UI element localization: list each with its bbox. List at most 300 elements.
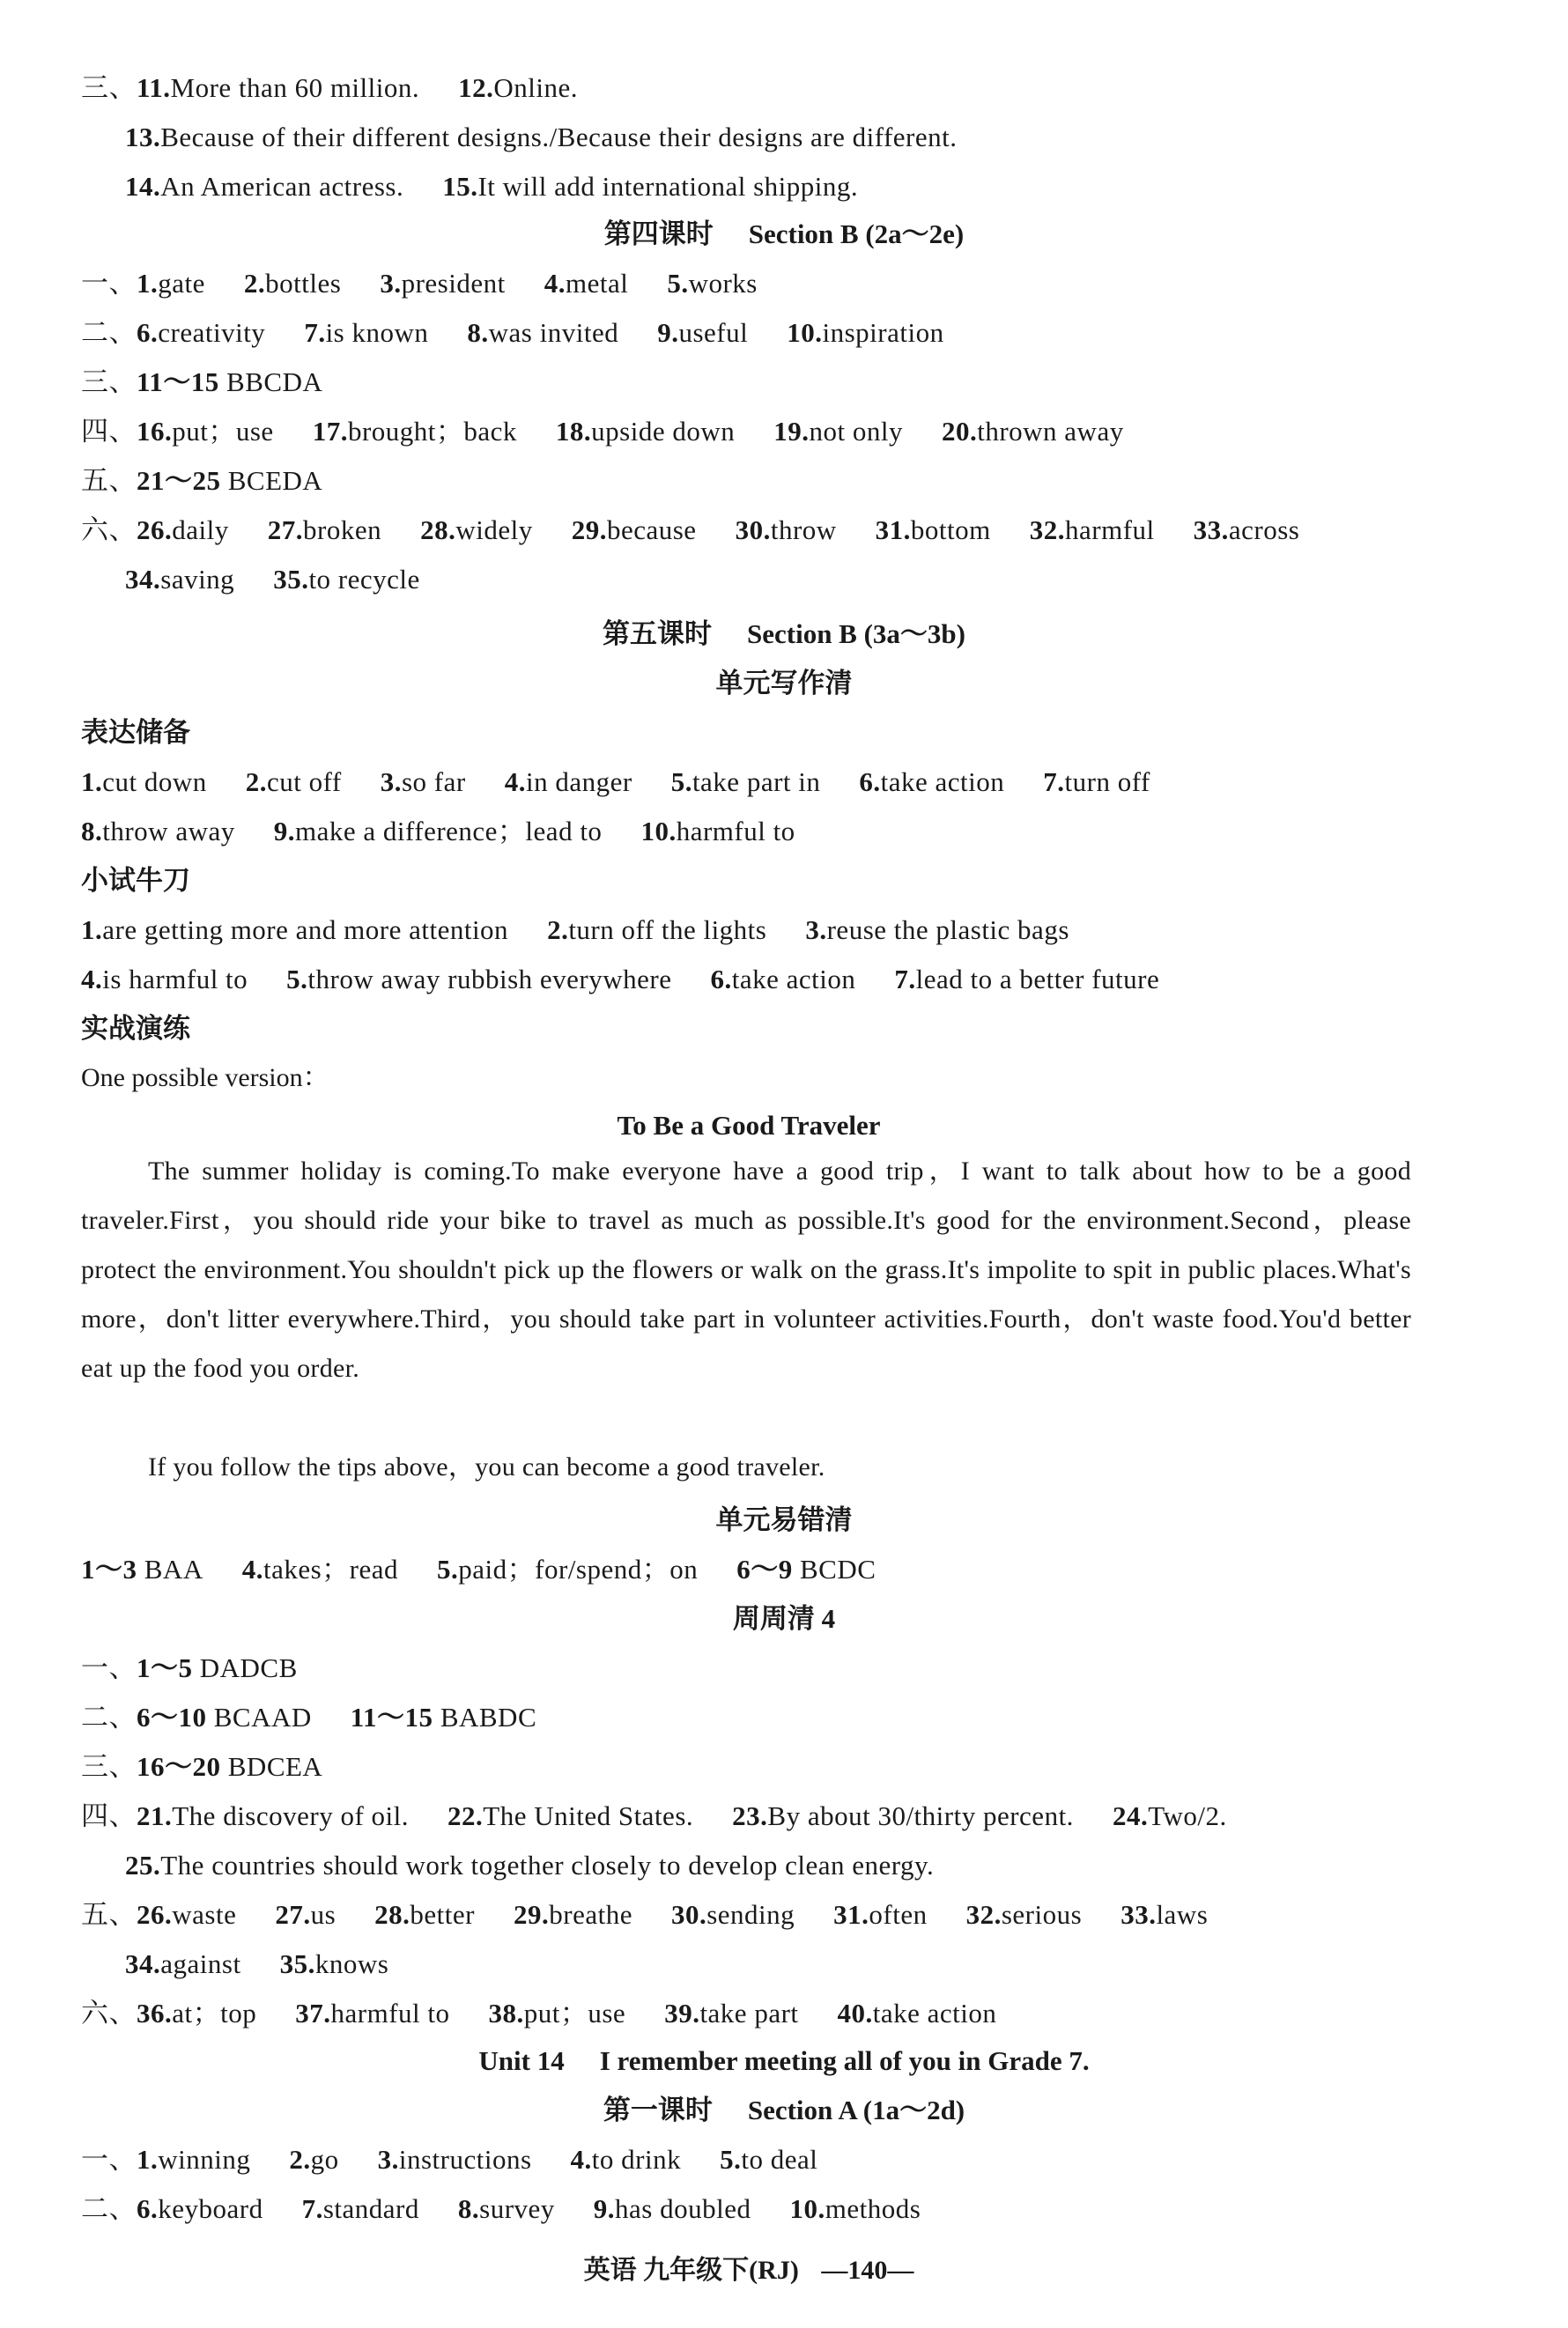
answer-item (894, 964, 1159, 994)
answer-row (81, 2142, 1508, 2177)
answer-text: cut off (267, 766, 342, 797)
answer-number: 4. (570, 2144, 592, 2175)
answer-number: 2. (243, 268, 266, 299)
answer-number: 32. (965, 1899, 1002, 1930)
answer-item (805, 914, 1069, 945)
answer-number: 26. (137, 1899, 173, 1930)
answer-number: 18. (555, 416, 592, 447)
section-prefix: 三、 (81, 1751, 137, 1782)
answer-item (942, 416, 1124, 447)
answer-number: 3. (380, 766, 402, 797)
answer-row (125, 120, 1552, 155)
answer-number: 21. (137, 1800, 173, 1831)
answer-row (81, 365, 1508, 400)
answer-item (280, 1948, 389, 1979)
answer-item (1030, 514, 1155, 545)
section-prefix: 三、 (81, 72, 137, 103)
answer-item (137, 366, 322, 397)
answer-item (787, 317, 943, 348)
answer-text: The United States. (483, 1800, 694, 1831)
answer-text: against (160, 1948, 241, 1979)
answer-number: 5. (437, 1554, 459, 1585)
answer-number: 36. (137, 1998, 173, 2029)
answer-item (657, 317, 748, 348)
section-prefix: 四、 (81, 1800, 137, 1831)
section-label: Section B (2a～2e) (748, 218, 965, 249)
unit-title: Unit 14 (478, 2045, 565, 2076)
answer-text: to deal (741, 2144, 818, 2175)
answer-text: sending (706, 1899, 795, 1930)
lesson-heading (0, 217, 1568, 252)
answer-number: 6. (137, 2193, 159, 2224)
answer-item (125, 122, 958, 152)
answer-text: widely (455, 514, 533, 545)
section-prefix: 二、 (81, 2193, 137, 2224)
answer-text: is harmful to (102, 964, 248, 994)
answer-row (81, 1700, 1508, 1735)
answer-number: 9. (273, 816, 295, 846)
answer-row (81, 1897, 1508, 1933)
answer-number: 7. (894, 964, 916, 994)
practice-title: 实战演练 (81, 1013, 190, 1045)
answer-text: works (688, 268, 758, 299)
answer-number: 33. (1193, 514, 1229, 545)
answer-text: to recycle (308, 564, 420, 595)
section-prefix: 二、 (81, 1702, 137, 1733)
answer-text: at；top (172, 1998, 257, 2029)
answer-number: 2. (547, 914, 569, 945)
answer-list (81, 914, 1108, 945)
answer-text: take action (731, 964, 856, 994)
answer-number: 1～5 (137, 1652, 193, 1683)
answer-text: make a difference；lead to (294, 816, 603, 846)
answer-text: take part in (692, 766, 821, 797)
answer-text: broken (303, 514, 382, 545)
answer-item (125, 564, 234, 595)
answer-number: 1. (137, 2144, 159, 2175)
answer-number: 27. (267, 514, 303, 545)
answer-text: By about 30/thirty percent. (767, 1800, 1074, 1831)
answer-number: 5. (286, 964, 308, 994)
answer-item (710, 964, 855, 994)
section-prefix: 一、 (81, 2144, 137, 2175)
answer-item (1113, 1800, 1227, 1831)
footer-grade: 九年级下(RJ) (643, 2256, 799, 2285)
answer-item (664, 1998, 798, 2029)
answer-item (137, 1899, 236, 1930)
answer-text: are getting more and more attention (102, 914, 509, 945)
answer-text: breathe (549, 1899, 632, 1930)
answer-row (81, 913, 1508, 948)
answer-number: 14. (125, 171, 161, 202)
answer-text: take action (872, 1998, 997, 2029)
answer-item (304, 317, 428, 348)
answer-text: survey (479, 2193, 555, 2224)
answer-text: BCAAD (206, 1702, 312, 1733)
answer-number: 10. (787, 317, 823, 348)
answer-item (313, 416, 517, 447)
answer-text: was invited (488, 317, 619, 348)
answer-number: 10. (640, 816, 677, 846)
answer-item (594, 2193, 751, 2224)
answer-number: 38. (488, 1998, 524, 2029)
answer-item (286, 964, 671, 994)
answer-item (137, 2193, 263, 2224)
answer-item (81, 1554, 203, 1585)
answer-text: has doubled (615, 2193, 751, 2224)
answer-number: 30. (735, 514, 771, 545)
answer-list (81, 766, 1189, 797)
answer-text: daily (172, 514, 229, 545)
answer-item (1043, 766, 1150, 797)
unit-subtitle: I remember meeting all of you in Grade 7. (599, 2045, 1090, 2076)
answer-number: 37. (295, 1998, 331, 2029)
answer-item (137, 1652, 298, 1683)
answer-item (732, 1800, 1074, 1831)
answer-row (81, 1651, 1508, 1686)
answer-number: 4. (81, 964, 103, 994)
answer-list (81, 964, 1198, 994)
weekly-title: 周周清 4 (732, 1603, 836, 1634)
answer-item (246, 766, 342, 797)
section-prefix: 四、 (81, 416, 137, 447)
answer-number: 34. (125, 564, 161, 595)
section-prefix: 五、 (81, 465, 137, 496)
answer-number: 5. (667, 268, 689, 299)
answer-number: 28. (374, 1899, 410, 1930)
answer-row (81, 414, 1508, 449)
answer-row (125, 1947, 1552, 1982)
answer-row (81, 1799, 1508, 1834)
answer-item (556, 416, 735, 447)
answer-item (966, 1899, 1083, 1930)
answer-item (81, 914, 508, 945)
answer-text: throw away (102, 816, 235, 846)
answer-number: 4. (241, 1554, 263, 1585)
answer-text: thrown away (977, 416, 1124, 447)
answer-text: to drink (591, 2144, 682, 2175)
answer-item (275, 1899, 336, 1930)
answer-number: 39. (664, 1998, 700, 2029)
answer-item (81, 766, 207, 797)
answer-row (81, 814, 1508, 849)
answer-item (137, 514, 229, 545)
answer-number: 32. (1029, 514, 1065, 545)
answer-text: metal (565, 268, 629, 299)
try-title: 小试牛刀 (81, 865, 190, 897)
answer-row (81, 315, 1508, 351)
answer-number: 16～20 (137, 1751, 221, 1782)
answer-text: inspiration (822, 317, 944, 348)
answer-item (137, 416, 274, 447)
answer-row (81, 765, 1508, 800)
answer-item (544, 268, 629, 299)
answer-row (81, 2191, 1508, 2227)
answer-number: 29. (571, 514, 607, 545)
answer-item (514, 1899, 632, 1930)
lesson-label: 第一课时 (603, 2095, 713, 2125)
answer-number: 25. (125, 1850, 161, 1881)
answer-number: 11～15 (350, 1702, 433, 1733)
answer-item (242, 1554, 398, 1585)
answer-row (81, 513, 1508, 548)
answer-text: Because of their different designs./Because their designs are different. (160, 122, 958, 152)
answer-item (1194, 514, 1300, 545)
answer-text: harmful (1065, 514, 1155, 545)
answer-text: BAA (137, 1554, 203, 1585)
answer-text: lead to a better future (915, 964, 1160, 994)
answer-item (547, 914, 766, 945)
answer-text: bottom (910, 514, 991, 545)
answer-text: throw (770, 514, 837, 545)
answer-row (81, 70, 1508, 106)
answer-text: winning (158, 2144, 251, 2175)
answer-number: 40. (837, 1998, 873, 2029)
section-prefix: 三、 (81, 366, 137, 397)
answer-text: laws (1156, 1899, 1209, 1930)
version-label: One possible version： (81, 1063, 329, 1092)
answer-row (125, 562, 1552, 597)
answer-list (125, 171, 897, 202)
answer-item (378, 2144, 532, 2175)
section-prefix: 一、 (81, 1652, 137, 1683)
answer-text: The discovery of oil. (172, 1800, 410, 1831)
answer-item (833, 1899, 927, 1930)
answer-text: us (310, 1899, 337, 1930)
answer-number: 6. (710, 964, 732, 994)
lesson-heading (0, 617, 1568, 652)
answer-number: 22. (447, 1800, 484, 1831)
footer-subject: 英语 (583, 2256, 637, 2285)
lesson-label: 第四课时 (603, 218, 714, 249)
answer-number: 6～10 (137, 1702, 207, 1733)
answer-number: 3. (377, 2144, 399, 2175)
answer-number: 35. (279, 1948, 315, 1979)
answer-text: BBCDA (218, 366, 323, 397)
answer-text: bottles (265, 268, 342, 299)
answer-item (268, 514, 381, 545)
answer-row (81, 463, 1508, 499)
answer-number: 6. (859, 766, 881, 797)
answer-number: 34. (125, 1948, 161, 1979)
answer-text: instructions (398, 2144, 532, 2175)
mistakes-title: 单元易错清 (715, 1504, 853, 1535)
answer-item (505, 766, 632, 797)
answer-text: An American actress. (160, 171, 404, 202)
answer-text: turn off (1064, 766, 1150, 797)
answer-text: Online. (493, 72, 579, 103)
answer-number: 30. (670, 1899, 707, 1930)
answer-item (859, 766, 1004, 797)
answer-item (273, 564, 420, 595)
answer-number: 7. (301, 2193, 323, 2224)
answer-text: president (401, 268, 506, 299)
answer-text: Two/2. (1148, 1800, 1227, 1831)
answer-number: 13. (125, 122, 161, 152)
answer-item (137, 1800, 409, 1831)
answer-list (125, 122, 996, 152)
answer-item (838, 1998, 997, 2029)
answer-item (137, 2144, 250, 2175)
answer-row (81, 1749, 1508, 1785)
section-label: Section A (1a～2d) (747, 2095, 965, 2125)
answer-text: brought；back (347, 416, 517, 447)
answer-row (125, 1848, 1552, 1883)
answer-text: because (606, 514, 697, 545)
section-prefix: 六、 (81, 514, 137, 545)
answer-text: More than 60 million. (170, 72, 420, 103)
answer-number: 2. (289, 2144, 311, 2175)
answer-item (381, 766, 466, 797)
answer-item (374, 1899, 475, 1930)
answer-row (81, 266, 1508, 301)
answer-number: 3. (380, 268, 402, 299)
answer-item (467, 317, 618, 348)
answer-text: harmful to (330, 1998, 450, 2029)
answer-text: useful (678, 317, 749, 348)
answer-item (420, 514, 533, 545)
section-label: Section B (3a～3b) (747, 618, 965, 649)
answer-text: paid；for/spend；on (458, 1554, 699, 1585)
answer-number: 26. (137, 514, 173, 545)
answer-item (640, 816, 795, 846)
answer-text: put；use (523, 1998, 626, 2029)
answer-item (302, 2193, 419, 2224)
answer-item (671, 1899, 795, 1930)
answer-number: 3. (805, 914, 827, 945)
footer-page-number: —140— (821, 2256, 914, 2285)
answer-number: 6～9 (736, 1554, 793, 1585)
answer-item (137, 1998, 256, 2029)
answer-number: 7. (1043, 766, 1065, 797)
writing-title: 单元写作清 (715, 668, 853, 698)
answer-item (137, 72, 419, 103)
lesson-heading (0, 2093, 1568, 2128)
answer-item (137, 1702, 312, 1733)
answer-text: harmful to (676, 816, 795, 846)
answer-text: go (310, 2144, 339, 2175)
answer-number: 2. (245, 766, 268, 797)
answer-number: 16. (137, 416, 173, 447)
answer-number: 31. (833, 1899, 869, 1930)
answer-number: 1～3 (81, 1554, 137, 1585)
answer-text: BCEDA (220, 465, 323, 496)
answer-number: 1. (81, 914, 103, 945)
essay-paragraph: The summer holiday is coming.To make everyone have a good trip，I want to talk about how to be a good traveler.First，you should ride your bike to travel as much as possible.It's good for the environment.Second，please protect the environment.You shouldn't pick up the flowers or walk on the grass.It's impolite to spit in public places.What's more，don't litter everywhere.Third，you should take part in volunteer activities.Fourth，don't waste food.You'd better eat up the food you order. (81, 1157, 1411, 1383)
answer-item (125, 171, 403, 202)
answer-number: 28. (420, 514, 456, 545)
answer-text: take action (880, 766, 1005, 797)
section-prefix: 六、 (81, 1998, 137, 2029)
answer-item (442, 171, 858, 202)
answer-number: 15. (442, 171, 478, 202)
answer-item (289, 2144, 338, 2175)
answer-list (81, 816, 834, 846)
answer-text: The countries should work together closely to develop clean energy. (160, 1850, 935, 1881)
answer-number: 24. (1112, 1800, 1149, 1831)
answer-item (81, 964, 248, 994)
answer-number: 19. (773, 416, 810, 447)
answer-item (125, 1948, 241, 1979)
answer-number: 29. (514, 1899, 550, 1930)
answer-item (671, 766, 821, 797)
answer-item (447, 1800, 693, 1831)
answer-text: standard (322, 2193, 419, 2224)
answer-number: 9. (657, 317, 679, 348)
answer-text: across (1228, 514, 1300, 545)
answer-text: put；use (172, 416, 274, 447)
answer-text: creativity (158, 317, 266, 348)
answer-text: reuse the plastic bags (826, 914, 1069, 945)
answer-item (81, 816, 235, 846)
answer-item (137, 1751, 322, 1782)
answer-number: 31. (875, 514, 911, 545)
answer-item (572, 514, 697, 545)
answer-item (244, 268, 341, 299)
answer-number: 17. (312, 416, 348, 447)
answer-text: methods (825, 2193, 921, 2224)
answer-text: serious (1001, 1899, 1083, 1930)
answer-item (876, 514, 991, 545)
answer-number: 12. (458, 72, 494, 103)
section-prefix: 二、 (81, 317, 137, 348)
answer-number: 21～25 (137, 465, 221, 496)
answer-item (1121, 1899, 1208, 1930)
answer-text: so far (401, 766, 466, 797)
answer-text: keyboard (158, 2193, 263, 2224)
expression-title: 表达储备 (81, 717, 190, 749)
answer-number: 8. (457, 2193, 480, 2224)
answer-text: better (410, 1899, 475, 1930)
answer-item (437, 1554, 698, 1585)
answer-number: 4. (504, 766, 526, 797)
answer-item (380, 268, 505, 299)
answer-row (81, 1996, 1508, 2031)
answer-item (489, 1998, 626, 2029)
answer-item (736, 1554, 876, 1585)
answer-number: 23. (732, 1800, 768, 1831)
answer-item (773, 416, 903, 447)
answer-item (137, 317, 265, 348)
essay-paragraph: If you follow the tips above，you can become a good traveler. (148, 1452, 825, 1482)
section-prefix: 五、 (81, 1899, 137, 1930)
answer-number: 35. (273, 564, 309, 595)
answer-item (667, 268, 758, 299)
answer-item (736, 514, 837, 545)
answer-number: 11. (137, 72, 171, 103)
answer-number: 5. (670, 766, 692, 797)
answer-item (137, 268, 205, 299)
answer-text: BCDC (792, 1554, 876, 1585)
answer-row (81, 1552, 1508, 1587)
answer-text: DADCB (192, 1652, 298, 1683)
answer-item (789, 2193, 921, 2224)
answer-text: saving (160, 564, 235, 595)
answer-list (137, 72, 617, 103)
answer-number: 33. (1121, 1899, 1157, 1930)
answer-text: take part (699, 1998, 799, 2029)
unit-heading (0, 2043, 1568, 2079)
lesson-label: 第五课时 (603, 618, 712, 649)
answer-number: 20. (941, 416, 978, 447)
answer-text: knows (314, 1948, 389, 1979)
answer-number: 1. (81, 766, 103, 797)
answer-text: turn off the lights (568, 914, 767, 945)
answer-item (137, 465, 322, 496)
answer-item (571, 2144, 682, 2175)
answer-text: cut down (102, 766, 207, 797)
answer-number: 7. (304, 317, 326, 348)
